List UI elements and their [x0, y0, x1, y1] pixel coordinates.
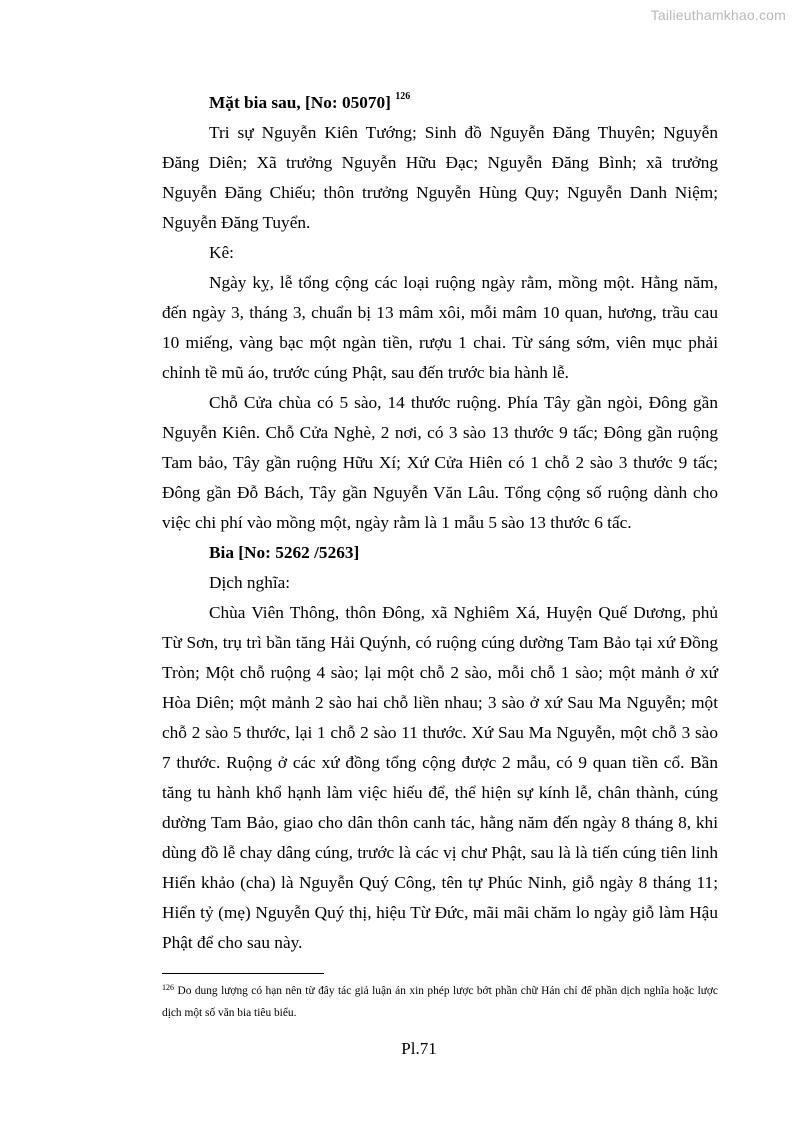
- footnote: [162, 980, 718, 1024]
- footnote-reference[interactable]: 126: [395, 91, 411, 102]
- section-heading-mat-bia-sau: [162, 88, 718, 118]
- footnote-separator: [162, 973, 324, 974]
- paragraph-ke: Kê:: [209, 243, 234, 262]
- paragraph-dich-nghia-label: Dịch nghĩa:: [209, 573, 291, 592]
- paragraph-ngay-ky: Ngày kỵ, lễ tổng cộng các loại ruộng ngày rằm, mồng một. Hằng năm, đến ngày 3, tháng 3, chuẩn bị 13 mâm xôi, mỗi mâm 10 quan, hương, trầu cau 10 miếng, vàng bạc một ngàn tiền, rượu 1 chai. Từ sáng sớm, viên mục phải chỉnh tề mũ áo, trước cúng Phật, sau đến trước bia hành lễ.: [162, 273, 718, 382]
- page-number: Pl.71: [401, 1039, 437, 1058]
- section-heading-bia: Bia [No: 5262 /5263]: [209, 543, 360, 562]
- page-body: [162, 88, 718, 958]
- footnote-number: 126: [162, 983, 174, 992]
- footnote-text: Do dung lượng có hạn nên từ đây tác giả luận án xin phép lược bớt phần chữ Hán chỉ để phần dịch nghĩa hoặc lược dịch một số văn bia tiêu biểu.: [162, 985, 718, 1019]
- paragraph-chua-vien-thong: Chùa Viên Thông, thôn Đông, xã Nghiêm Xá, Huyện Quế Dương, phủ Từ Sơn, trụ trì bần tăng Hải Quýnh, có ruộng cúng dường Tam Bảo tại xứ Đồng Tròn; Một chỗ ruộng 4 sào; lại một chỗ 2 sào, mỗi chỗ 1 sào; một mảnh ở xứ Hòa Diên; một mảnh 2 sào hai chỗ liền nhau; 3 sào ở xứ Sau Ma Nguyễn; một chỗ 2 sào 5 thước, lại 1 chỗ 2 sào 11 thước. Xứ Sau Ma Nguyễn, một chỗ 3 sào 7 thước. Ruộng ở các xứ đồng tổng cộng được 2 mẫu, có 9 quan tiền cổ. Bần tăng tu hành khổ hạnh làm việc hiếu để, thể hiện sự kính lễ, chân thành, cúng dường Tam Bảo, giao cho dân thôn canh tác, hằng năm đến ngày 8 tháng 8, khi dùng đồ lễ chay dâng cúng, trước là các vị chư Phật, sau là là tiến cúng tiên linh Hiển khảo (cha) là Nguyễn Quý Công, tên tự Phúc Ninh, giỗ ngày 8 tháng 11; Hiển tỷ (mẹ) Nguyễn Quý thị, hiệu Từ Đức, mãi mãi chăm lo ngày giỗ làm Hậu Phật để cho sau này.: [162, 603, 718, 952]
- paragraph-names: Tri sự Nguyễn Kiên Tướng; Sinh đồ Nguyễn Đăng Thuyên; Nguyễn Đăng Diên; Xã trưởng Nguyễn Hữu Đạc; Nguyễn Đăng Bình; xã trưởng Nguyễn Đăng Chiếu; thôn trưởng Nguyễn Hùng Quy; Nguyễn Danh Niệm; Nguyễn Đăng Tuyển.: [162, 123, 718, 232]
- section-heading-text: Mặt bia sau, [No: 05070]: [209, 93, 391, 112]
- watermark: Tailieuthamkhao.com: [650, 7, 786, 23]
- paragraph-cho-cua-chua: Chỗ Cửa chùa có 5 sào, 14 thước ruộng. Phía Tây gần ngòi, Đông gần Nguyễn Kiên. Chỗ Cửa Nghè, 2 nơi, có 3 sào 13 thước 9 tấc; Đông gần ruộng Tam bảo, Tây gần ruộng Hữu Xí; Xứ Cửa Hiên có 1 chỗ 2 sào 3 thước 9 tấc; Đông gần Đỗ Bách, Tây gần Nguyễn Văn Lâu. Tổng cộng số ruộng dành cho việc chi phí vào mồng một, ngày rằm là 1 mẫu 5 sào 13 thước 6 tấc.: [162, 393, 718, 532]
